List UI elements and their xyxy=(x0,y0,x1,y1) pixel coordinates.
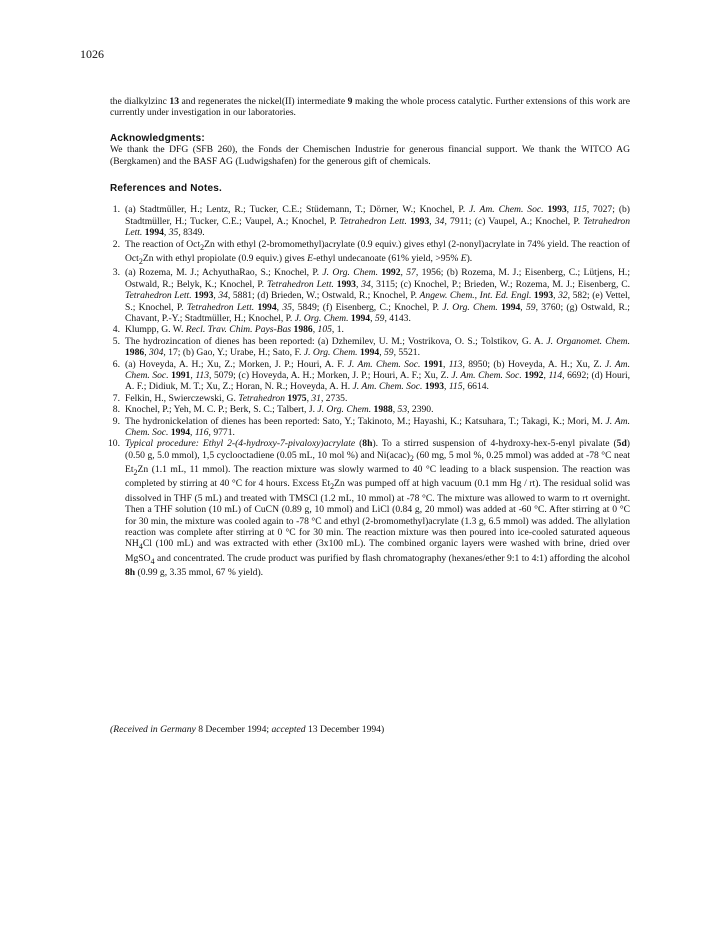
text-run: 1994 xyxy=(350,312,371,324)
text-run: , 4143. xyxy=(384,312,411,324)
text-run: Tetrahedron Lett. xyxy=(125,290,192,302)
intro-paragraph xyxy=(110,96,630,119)
text-run: , 5849; (f) Eisenberg, C.; Knochel, P. xyxy=(291,301,443,313)
text-run: J. Am. Chem. Soc. xyxy=(125,415,630,438)
text-run: 1975 xyxy=(287,392,307,404)
text-run: 2 xyxy=(133,468,138,477)
received-close-paren: ) xyxy=(380,724,385,735)
text-run: (0.99 g, 3.35 mmol, 67 % yield). xyxy=(135,566,264,578)
text-run: (a) Rozema, M. J.; AchyuthaRao, S.; Knochel, P. xyxy=(125,267,323,279)
text-run: 59 xyxy=(383,347,394,359)
text-run: 1994 xyxy=(360,347,380,359)
received-date: 8 December 1994 xyxy=(198,724,267,735)
text-run: (a) Stadtmüller, H.; Lentz, R.; Tucker, C.E.; Stüdemann, T.; Dörner, W.; Knochel, P. xyxy=(125,204,470,216)
text-run: 32 xyxy=(558,290,568,302)
text-run: ). xyxy=(466,252,473,264)
text-run: Klumpp, G. W. xyxy=(125,324,186,336)
reference-item xyxy=(110,336,630,359)
text-run: (a) Hoveyda, A. H.; Xu, Z.; Morken, J. P.; Houri, A. F. xyxy=(125,358,348,370)
text-run: 8h xyxy=(125,566,136,578)
text-run: J. Am. Chem. Soc. xyxy=(469,204,544,216)
text-run: 34 xyxy=(361,278,371,290)
text-run: J. Organomet. Chem. xyxy=(546,335,630,347)
text-run: , xyxy=(190,426,195,438)
text-run: and regenerates the nickel(II) intermediate xyxy=(179,96,348,107)
text-run: , xyxy=(312,324,318,336)
text-run: 5d xyxy=(616,438,627,450)
text-run: Tetrahedron Lett. xyxy=(266,278,334,290)
reference-item xyxy=(110,393,630,404)
text-run: , 6692; (d) Houri, A. F.; Didiuk, M. T.; Xu, Z.; Horan, N. R.; Hoveyda, A. H. xyxy=(125,369,631,393)
text-run: , 8950; (b) Hoveyda, A. H.; Xu, Z. xyxy=(462,358,605,370)
text-run: 1986 xyxy=(125,347,145,359)
accepted-label: accepted xyxy=(271,724,306,735)
text-run: J. Am. Chem. Soc. xyxy=(125,358,630,381)
text-run: , xyxy=(190,369,196,381)
text-run: 1993 xyxy=(533,290,554,302)
reference-number: 2. xyxy=(112,238,120,250)
reference-number: 7. xyxy=(112,392,120,404)
acknowledgments-text: We thank the DFG (SFB 260), the Fonds der Chemischen Industrie for generous financial support. We thank the WITCO AG (Bergkamen) and the BASF AG (Ludwigshafen) for the generous gift of chemicals. xyxy=(110,144,630,167)
reference-item xyxy=(110,267,630,324)
text-run: 4 xyxy=(138,542,143,552)
text-run: , xyxy=(520,301,526,313)
text-run: 115 xyxy=(573,204,587,216)
references-heading: References and Notes. xyxy=(110,183,223,195)
text-run: , xyxy=(355,278,362,290)
text-run: , xyxy=(392,404,398,416)
text-run: 53 xyxy=(397,404,408,416)
text-run: 105 xyxy=(317,324,332,336)
text-run: 31 xyxy=(311,392,321,404)
reference-item xyxy=(110,324,630,335)
text-run: 1993 xyxy=(424,381,445,393)
text-run: Zn with ethyl propiolate (0.9 equiv.) gives xyxy=(142,252,308,264)
text-run: J. Am. Chem. Soc. xyxy=(347,358,421,370)
text-run: 1992 xyxy=(524,369,544,381)
text-run: , 7911; (c) Vaupel, A.; Knochel, P. xyxy=(444,215,584,227)
text-run: Tetrahedron Lett. xyxy=(125,215,630,239)
text-run: J. Org. Chem. xyxy=(303,347,358,359)
text-run: 35 xyxy=(282,301,292,313)
text-run: 57 xyxy=(406,267,416,279)
text-run: 1994 xyxy=(144,227,164,239)
text-run: J. Org. Chem. xyxy=(294,312,349,324)
text-run: 13 xyxy=(169,96,180,107)
text-run: 34 xyxy=(218,290,228,302)
text-run: 8h xyxy=(362,438,373,450)
text-run: (60 mg, 5 mol %, 0.25 mmol) was added at -78 °C neat Et xyxy=(125,449,630,476)
text-run: ) (0.50 g, 5.0 mmol), 1,5 cyclooctadiene (0.05 mL, 10 mol %) and Ni(acac) xyxy=(125,438,630,461)
text-run: 1986 xyxy=(293,324,313,336)
text-run: 113 xyxy=(195,369,209,381)
text-run: , xyxy=(553,290,559,302)
text-run: Zn (1.1 mL, 11 mmol). The reaction mixture was slowly warmed to 40 °C leading to a black suspension. The reaction was completed by stirring at 40 °C for 4 hours. Excess Et xyxy=(125,464,630,490)
reference-number: 5. xyxy=(112,335,120,347)
text-run: , 2390. xyxy=(407,404,434,416)
text-run: J. Am. Chem. Soc. xyxy=(451,369,522,381)
received-label: Received in Germany xyxy=(113,724,196,735)
text-run: ( xyxy=(355,438,363,450)
text-run: , 3760; (g) Ostwald, R.; Chavant, P.-Y.; Stadtmüller, H.; Knochel, P. xyxy=(125,301,630,324)
reference-number: 9. xyxy=(112,415,120,427)
text-run: E xyxy=(307,252,314,264)
text-run: Typical procedure: Ethyl 2-(4-hydroxy-7-pivaloxy)acrylate xyxy=(125,438,356,450)
text-run: , xyxy=(144,347,149,359)
text-run: , 3115; (c) Knochel, P.; Brieden, W.; Rozema, M. J.; Eisenberg, C. xyxy=(370,278,631,290)
article-body xyxy=(110,96,630,578)
text-run: , xyxy=(429,215,435,227)
text-run: 114 xyxy=(548,369,563,381)
accepted-date: 13 December 1994 xyxy=(307,724,381,735)
text-run: 2 xyxy=(200,242,205,252)
text-run: , xyxy=(370,312,375,324)
text-run: 2 xyxy=(409,453,414,463)
text-run: , xyxy=(379,347,384,359)
text-run: , xyxy=(400,267,407,279)
received-separator: ; xyxy=(266,724,270,735)
text-run: 1993 xyxy=(194,290,214,302)
text-run: Felkin, H., Swierczewski, G. xyxy=(125,392,239,404)
text-run: , 5521. xyxy=(393,347,420,359)
text-run: , xyxy=(163,227,169,239)
text-run: 115 xyxy=(448,381,463,393)
reference-number: 4. xyxy=(112,324,120,336)
reference-item xyxy=(110,239,630,268)
text-run: Cl (100 mL) and was extracted with ether (3x100 mL). The combined organic layers were washed with brine, dried over MgSO xyxy=(125,538,630,564)
acknowledgments-heading: Acknowledgments: xyxy=(110,132,205,144)
text-run: , 5881; (d) Brieden, W.; Ostwald, R.; Knochel, P. xyxy=(227,290,420,302)
reference-item xyxy=(110,438,630,578)
text-run: The hydrozincation of dienes has been reported: (a) Dzhemilev, U. M.; Vostrikova, O. S.; Tolstikov, G. A. xyxy=(125,335,547,347)
text-run: , xyxy=(566,204,574,216)
text-run: 2 xyxy=(138,256,143,266)
text-run: Zn was pumped off at high vacuum (0.1 mm Hg / rt). The residual solid was dissolved in THF (5 mL) and treated with TMSCl (1.2 mL, 10 mmol) at -78 °C. The mixture was allowed to warm to rt overnight. Then a THF solution (10 mL) of CuCN (0.89 g, 10 mmol) and LiCl (0.84 g, 20 mmol) was added at -60 °C. After stirring at 0 °C for 30 min, the mixture was cooled again to -78 °C and ethyl (2-bromomethyl)acrylate (1.3 g, 6.5 mmol) was added. The allylation reaction was complete after stirring at 0 °C for 30 min. The reaction mixture was then poured into ice-cooled saturated aqueous NH xyxy=(125,478,631,550)
text-run: 1992 xyxy=(381,267,401,279)
text-run: -ethyl undecanoate (61% yield, >95% xyxy=(313,252,461,264)
text-run: 1994 xyxy=(257,301,277,313)
text-run: J. Org. Chem. xyxy=(442,301,498,313)
text-run: Recl. Trav. Chim. Pays-Bas xyxy=(185,324,292,336)
reference-number: 3. xyxy=(112,267,120,279)
reference-item xyxy=(110,404,630,415)
text-run: E xyxy=(460,252,467,264)
text-run: , xyxy=(213,290,219,302)
text-run: 1993 xyxy=(547,204,567,216)
text-run: , 5079; (c) Hoveyda, A. H.; Morken, J. P.; Houri, A. F.; Xu, Z. xyxy=(209,369,452,381)
text-run: and concentrated. The crude product was purified by flash chromatography (hexanes/ether 9:1 to 4:1) affording the alcohol xyxy=(154,552,630,564)
text-run: 34 xyxy=(434,215,445,227)
text-run: 1994 xyxy=(170,426,191,438)
text-run: 1993 xyxy=(410,215,430,227)
text-run: 1991 xyxy=(171,369,191,381)
text-run: J. Org. Chem. xyxy=(322,267,378,279)
reference-number: 6. xyxy=(112,358,120,370)
text-run: 59 xyxy=(525,301,536,313)
text-run: 59 xyxy=(374,312,385,324)
text-run: , xyxy=(543,369,549,381)
text-run: , 582; (e) Vettel, S.; Knochel, P. xyxy=(125,290,631,313)
reference-number: 8. xyxy=(112,404,120,416)
text-run: , xyxy=(444,381,449,393)
text-run: the dialkylzinc xyxy=(110,96,170,107)
text-run: , xyxy=(306,392,312,404)
reference-item xyxy=(110,204,630,238)
text-run: 9 xyxy=(347,96,353,107)
text-run: Tetrahedron Lett. xyxy=(339,215,407,227)
received-line xyxy=(110,724,630,735)
received-open-paren: ( xyxy=(110,724,114,735)
text-run: 35 xyxy=(168,227,179,239)
text-run: 116 xyxy=(194,426,209,438)
text-run: 1994 xyxy=(501,301,521,313)
text-run: 1988 xyxy=(373,404,393,416)
text-run: , 17; (b) Gao, Y.; Urabe, H.; Sato, F. xyxy=(163,347,304,359)
text-run: Zn with ethyl (2-bromomethyl)acrylate (0.9 equiv.) gives ethyl (2-nonyl)acrylate in 74% yield. The reaction of Oct xyxy=(125,238,631,264)
text-run: , 9771. xyxy=(208,426,235,438)
text-run: J. Org. Chem. xyxy=(317,404,372,416)
text-run: making the whole process catalytic. Further extensions of this work are currently under investigation in our laboratories. xyxy=(110,96,630,119)
text-run: , 8349. xyxy=(178,227,205,239)
text-run: Tetrahedron Lett. xyxy=(186,301,255,313)
text-run: , 2735. xyxy=(320,392,348,404)
text-run: 304 xyxy=(148,347,164,359)
text-run: Tetrahedron xyxy=(238,392,285,404)
text-run: , xyxy=(276,301,283,313)
text-run: J. Am. Chem. Soc. xyxy=(352,381,423,393)
text-run: 1991 xyxy=(423,358,443,370)
text-run: ). To a stirred suspension of 4-hydroxy-hex-5-enyl pivalate ( xyxy=(372,438,617,450)
text-run: The hydronickelation of dienes has been reported: Sato, Y.; Takinoto, M.; Hayashi, K.; Katsuhara, T.; Takagi, K.; Mori, M. xyxy=(125,415,606,427)
text-run: , 1. xyxy=(331,324,344,336)
reference-number: 1. xyxy=(112,204,120,216)
reference-item xyxy=(110,359,630,393)
references-list xyxy=(110,204,630,578)
text-run: 2 xyxy=(330,482,335,492)
reference-number: 10. xyxy=(108,438,120,450)
reference-item xyxy=(110,416,630,439)
text-run: , 1956; (b) Rozema, M. J.; Eisenberg, C.; Lütjens, H.; Ostwald, R.; Belyk, K.; Knochel, P. xyxy=(125,267,630,290)
text-run: 113 xyxy=(448,358,463,370)
text-run: Knochel, P.; Yeh, M. C. P.; Berk, S. C.; Talbert, J. xyxy=(125,404,318,416)
text-run: The reaction of Oct xyxy=(125,238,201,250)
text-run: 1993 xyxy=(336,278,356,290)
text-run: , 7027; (b) Stadtmüller, H.; Tucker, C.E.; Vaupel, A.; Knochel, P. xyxy=(125,204,631,227)
text-run: , 6614. xyxy=(462,381,489,393)
text-run: 4 xyxy=(150,556,155,566)
page-number: 1026 xyxy=(80,47,104,61)
text-run: , xyxy=(442,358,449,370)
text-run: Angew. Chem., Int. Ed. Engl. xyxy=(419,290,532,302)
